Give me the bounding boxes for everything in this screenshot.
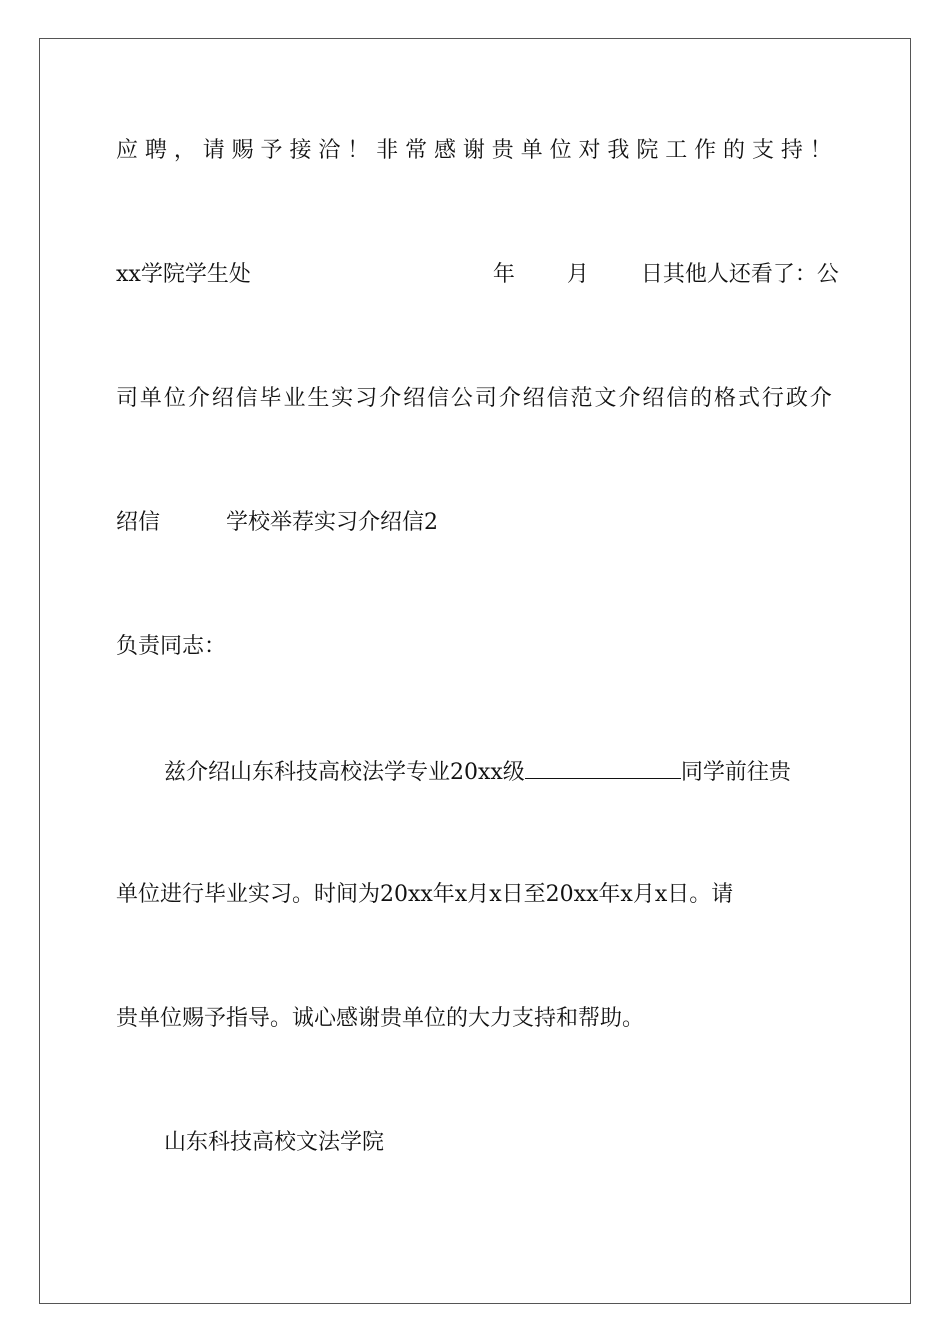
glyph: 公 [450,386,473,411]
glyph: 予 [260,138,283,163]
text-line-2 [116,260,839,290]
glyph: 式 [737,386,760,411]
glyph: 对 [578,138,601,163]
glyph: 绍 [642,386,665,411]
glyph: 接 [289,138,312,163]
text-line-1 [116,136,832,166]
glyph: 司 [116,386,139,411]
glyph: 绍 [522,386,545,411]
glyph: 感 [433,138,456,163]
glyph: 范 [570,386,593,411]
glyph: 司 [474,386,497,411]
glyph: 介 [379,386,402,411]
line4-part1: 绍信 [116,510,161,535]
glyph: 非 [376,138,399,163]
sender-name: xx学院学生处 [116,262,251,287]
glyph: 格 [714,386,737,411]
glyph: 聘 [144,138,167,163]
glyph: 的 [723,138,746,163]
text-line-4 [116,508,832,538]
glyph: 业 [283,386,306,411]
glyph: 习 [355,386,378,411]
body-line-1-before: 兹介绍山东科技高校法学专业20xx级 [164,760,525,785]
glyph: 单 [520,138,543,163]
section-heading: 学校举荐实习介绍信2 [226,510,439,535]
glyph: 院 [636,138,659,163]
glyph: 生 [307,386,330,411]
glyph: 常 [405,138,428,163]
glyph: 介 [618,386,641,411]
text-line-3 [116,384,832,414]
glyph: 介 [809,386,832,411]
glyph: 政 [785,386,808,411]
page-border [39,38,911,1304]
glyph: ！ [809,138,832,163]
glyph: 贵 [491,138,514,163]
glyph: 谢 [462,138,485,163]
glyph: 我 [607,138,630,163]
glyph: 请 [202,138,225,163]
glyph: 信 [426,386,449,411]
glyph: 支 [751,138,774,163]
body-line-1-after: 同学前往贵 [680,760,791,785]
glyph: 毕 [259,386,282,411]
glyph: 赐 [231,138,254,163]
glyph: ！ [347,138,370,163]
glyph: 信 [235,386,258,411]
glyph: 绍 [211,386,234,411]
glyph: 持 [780,138,803,163]
body-line-2: 单位进行毕业实习。时间为20xx年x月x日至20xx年x月x日。请 [116,882,734,907]
glyph: 的 [690,386,713,411]
glyph: 绍 [403,386,426,411]
glyph: 行 [761,386,784,411]
glyph: 介 [498,386,521,411]
glyph: 实 [331,386,354,411]
date-month: 月 [566,262,589,287]
name-blank-underline [525,756,681,779]
glyph: 工 [665,138,688,163]
glyph: 应 [116,138,139,163]
greeting: 负责同志： [116,634,227,659]
glyph: 信 [546,386,569,411]
glyph: 位 [163,386,186,411]
glyph: 单 [139,386,162,411]
body-line-3: 贵单位赐予指导。诚心感谢贵单位的大力支持和帮助。 [116,1006,645,1031]
signature: 山东科技高校文法学院 [164,1130,385,1155]
glyph: 位 [549,138,572,163]
date-year: 年 [492,262,515,287]
glyph: ， [173,138,196,163]
glyph: 信 [666,386,689,411]
date-day-and-related: 日其他人还看了：公 [640,262,839,287]
glyph: 文 [594,386,617,411]
glyph: 洽 [318,138,341,163]
glyph: 介 [187,386,210,411]
glyph: 作 [694,138,717,163]
body-line-1 [164,756,832,788]
